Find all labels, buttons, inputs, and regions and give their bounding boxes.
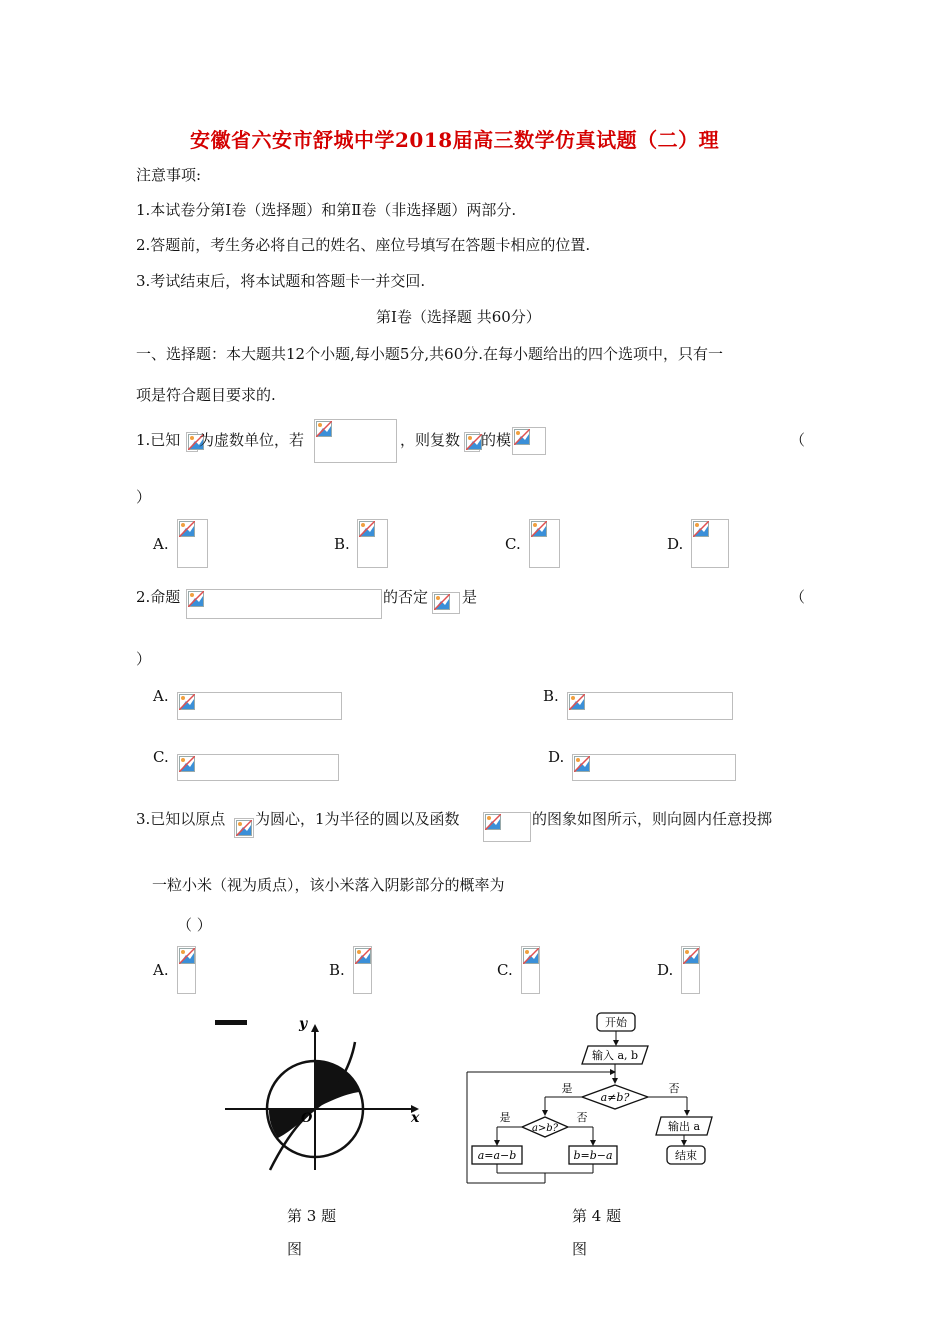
broken-image-icon — [179, 694, 195, 710]
formula-image-icon — [177, 692, 342, 720]
q1-option-c: C. — [505, 535, 521, 553]
formula-image-icon — [681, 946, 700, 994]
section-intro-line2: 项是符合题目要求的. — [136, 386, 276, 404]
formula-image-icon — [521, 946, 540, 994]
q2-text-3: 是 — [462, 588, 478, 606]
formula-image-icon — [357, 519, 388, 568]
q2-option-a: A. — [153, 687, 169, 705]
q1-option-d: D. — [667, 535, 684, 553]
q1-option-b: B. — [334, 535, 350, 553]
origin-label: O — [301, 1111, 313, 1126]
formula-image-icon — [432, 592, 460, 614]
q1-text-4: 的模 — [481, 431, 512, 449]
formula-image-icon — [177, 754, 339, 781]
formula-image-icon — [186, 432, 198, 452]
flow-no-1: 否 — [668, 1082, 680, 1095]
q3-paren: （ ） — [177, 916, 212, 934]
broken-image-icon — [179, 948, 195, 964]
flow-no-2: 否 — [576, 1111, 588, 1124]
broken-image-icon — [236, 820, 252, 836]
q2-text-2: 的否定 — [383, 588, 429, 606]
figure-4-caption-line2: 图 — [572, 1240, 588, 1258]
notice-item-2: 2.答题前，考生务必将自己的姓名、座位号填写在答题卡相应的位置. — [136, 236, 591, 254]
formula-image-icon — [483, 812, 531, 842]
broken-image-icon — [188, 591, 204, 607]
broken-image-icon — [485, 814, 501, 830]
axis-y-label: y — [299, 1016, 308, 1032]
q2-option-b: B. — [543, 687, 559, 705]
broken-image-icon — [523, 948, 539, 964]
q1-text-3: ，则复数 — [400, 431, 461, 449]
flow-start: 开始 — [605, 1016, 627, 1029]
page-title: 安徽省六安市舒城中学2018届高三数学仿真试题（二）理 — [190, 128, 720, 152]
section-intro-line1: 一、选择题：本大题共12个小题,每小题5分,共60分.在每小题给出的四个选项中，只有一 — [136, 345, 724, 363]
q2-paren-open: （ — [790, 588, 806, 606]
q3-text-2: 为圆心，1为半径的圆以及函数 — [255, 810, 460, 828]
formula-image-icon — [691, 519, 729, 568]
formula-image-icon — [567, 692, 733, 720]
broken-image-icon — [355, 948, 371, 964]
broken-image-icon — [531, 521, 547, 537]
q3-text-line2: 一粒小米（视为质点），该小米落入阴影部分的概率为 — [152, 876, 505, 894]
axis-x-label: x — [411, 1110, 420, 1126]
formula-image-icon — [529, 519, 560, 568]
formula-image-icon — [234, 818, 254, 838]
q3-option-b: B. — [329, 961, 345, 979]
broken-image-icon — [574, 756, 590, 772]
q2-paren-close: ） — [136, 650, 152, 668]
broken-image-icon — [179, 756, 195, 772]
q3-text-1: 3.已知以原点 — [136, 810, 226, 828]
formula-image-icon — [353, 946, 372, 994]
q3-option-d: D. — [657, 961, 674, 979]
flow-end: 结束 — [675, 1149, 697, 1162]
q1-paren-close: ） — [136, 488, 152, 506]
figure-4-caption-line1: 第 4 题 — [572, 1207, 622, 1225]
flow-yes-2: 是 — [499, 1111, 511, 1124]
broken-image-icon — [316, 421, 332, 437]
q3-text-3: 的图象如图所示，则向圆内任意投掷 — [532, 810, 773, 828]
broken-image-icon — [693, 521, 709, 537]
flow-condition-2: a>b? — [531, 1123, 559, 1134]
broken-image-icon — [683, 948, 699, 964]
q2-option-d: D. — [548, 748, 565, 766]
broken-image-icon — [434, 594, 450, 610]
broken-image-icon — [359, 521, 375, 537]
broken-image-icon — [179, 521, 195, 537]
formula-image-icon — [177, 946, 196, 994]
notice-heading: 注意事项: — [136, 166, 202, 184]
broken-image-icon — [466, 434, 482, 450]
q1-option-a: A. — [153, 535, 169, 553]
formula-image-icon — [572, 754, 736, 781]
q1-text-2: 为虚数单位，若 — [199, 431, 305, 449]
flow-output: 输出 a — [667, 1120, 701, 1133]
q3-option-c: C. — [497, 961, 513, 979]
section-heading: 第Ⅰ卷（选择题 共60分） — [376, 308, 541, 326]
flow-input: 输入 a, b — [591, 1049, 639, 1062]
q3-option-a: A. — [153, 961, 169, 979]
flow-assign-b: b=b−a — [573, 1149, 613, 1162]
q2-text-1: 2.命题 — [136, 588, 181, 606]
formula-image-icon — [186, 589, 382, 619]
formula-image-icon — [512, 427, 546, 455]
flow-yes-1: 是 — [561, 1082, 573, 1095]
q1-text-1: 1.已知 — [136, 431, 181, 449]
broken-image-icon — [514, 429, 530, 445]
formula-image-icon — [464, 432, 480, 452]
notice-item-3: 3.考试结束后，将本试题和答题卡一并交回. — [136, 272, 426, 290]
flow-condition-1: a≠b? — [600, 1091, 630, 1104]
formula-image-icon — [314, 419, 397, 463]
formula-image-icon — [177, 519, 208, 568]
figure-3-graph — [215, 1010, 425, 1180]
notice-item-1: 1.本试卷分第Ⅰ卷（选择题）和第Ⅱ卷（非选择题）两部分. — [136, 201, 517, 219]
figure-3-caption-line2: 图 — [287, 1240, 303, 1258]
broken-image-icon — [569, 694, 585, 710]
figure-3-caption-line1: 第 3 题 — [287, 1207, 337, 1225]
figure-4-flowchart — [462, 1005, 722, 1190]
flow-assign-a: a=a−b — [477, 1149, 517, 1162]
q2-option-c: C. — [153, 748, 169, 766]
q1-paren-open: （ — [790, 431, 806, 449]
